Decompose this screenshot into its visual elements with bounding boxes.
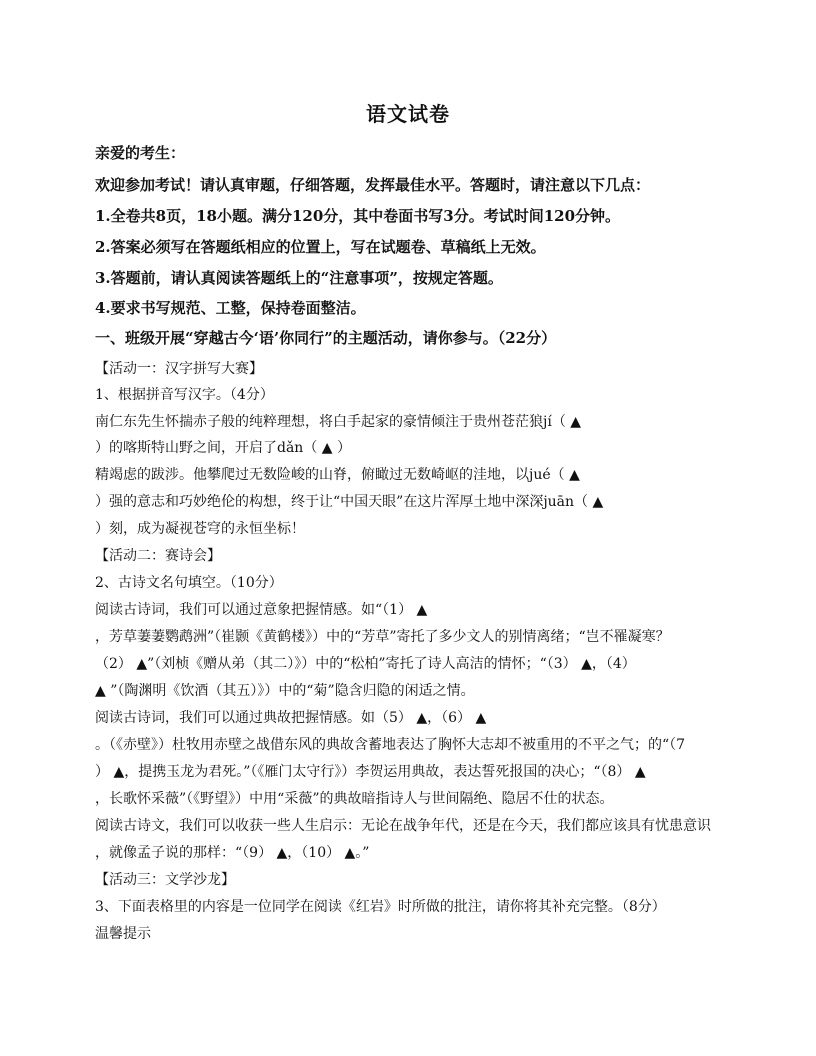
- question-2-text: ） ▲，提携玉龙为君死。”（《雁门太守行》）李贺运用典故，表达誓死报国的决心；“（8） ▲: [95, 764, 646, 780]
- tip-label: 温馨提示: [95, 926, 151, 942]
- activity-two-heading: 【活动二：赛诗会】: [95, 548, 221, 564]
- question-1-text: 精竭虑的跋涉。他攀爬过无数险峻的山脊，俯瞰过无数崎岖的洼地，以jué（ ▲: [95, 467, 580, 483]
- notice-item-2: 2.答案必须写在答题纸相应的位置上，写在试题卷、草稿纸上无效。: [95, 238, 546, 256]
- question-2-text: 阅读古诗词，我们可以通过意象把握情感。如“（1） ▲: [95, 602, 428, 618]
- question-1-text: ）刻，成为凝视苍穹的永恒坐标！: [95, 521, 305, 537]
- question-2-text: 阅读古诗词，我们可以通过典故把握情感。如（5） ▲，（6） ▲: [95, 710, 487, 726]
- activity-one-heading: 【活动一：汉字拼写大赛】: [95, 361, 263, 377]
- question-1-heading: 1、根据拼音写汉字。（4分）: [95, 387, 274, 403]
- notice-welcome: 欢迎参加考试！请认真审题，仔细答题，发挥最佳水平。答题时，请注意以下几点：: [95, 176, 651, 194]
- notice-item-4: 4.要求书写规范、工整，保持卷面整洁。: [95, 299, 366, 317]
- question-2-text: ，就像孟子说的那样：“（9） ▲，（10） ▲。”: [95, 845, 370, 861]
- question-2-text: 阅读古诗文，我们可以收获一些人生启示：无论在战争年代，还是在今天，我们都应该具有忧患意识: [95, 818, 711, 834]
- page-title: 语文试卷: [366, 102, 450, 126]
- question-2-text: ，长歌怀采薇”（《野望》）中用“采薇”的典故暗指诗人与世间隔绝、隐居不仕的状态。: [95, 791, 614, 807]
- question-2-heading: 2、古诗文名句填空。（10分）: [95, 575, 283, 591]
- question-2-text: ，芳草萋萋鹦鹉洲”（崔颢《黄鹤楼》）中的“芳草”寄托了多少文人的别情离绪；“岂不罹凝寒？: [95, 629, 670, 645]
- notice-item-3: 3.答题前，请认真阅读答题纸上的“注意事项”，按规定答题。: [95, 269, 503, 287]
- activity-three-heading: 【活动三：文学沙龙】: [95, 872, 235, 888]
- question-3-heading: 3、下面表格里的内容是一位同学在阅读《红岩》时所做的批注，请你将其补充完整。（8分）: [95, 899, 666, 915]
- question-1-text: ）强的意志和巧妙绝伦的构想，终于让“中国天眼”在这片浑厚土地中深深juān（ ▲: [95, 494, 604, 510]
- notice-item-1: 1.全卷共8页，18小题。满分120分，其中卷面书写3分。考试时间120分钟。: [95, 207, 621, 225]
- question-1-text: 南仁东先生怀揣赤子般的纯粹理想，将白手起家的豪情倾注于贵州苍茫狼jí（ ▲: [95, 414, 582, 430]
- section-one-heading: 一、班级开展“穿越古今‘语’你同行”的主题活动，请你参与。（22分）: [95, 329, 557, 347]
- question-2-text: ▲ ”（陶渊明《饮酒（其五）》）中的“菊”隐含归隐的闲适之情。: [95, 683, 475, 699]
- notice-greeting: 亲爱的考生：: [95, 144, 186, 162]
- question-2-text: 。（《赤壁》）杜牧用赤壁之战借东风的典故含蓄地表达了胸怀大志却不被重用的不平之气；的“（7: [95, 737, 686, 753]
- question-1-text: ）的喀斯特山野之间，开启了dǎn（ ▲ ）: [95, 440, 351, 456]
- question-2-text: （2） ▲”（刘桢《赠从弟（其二）》）中的“松柏”寄托了诗人高洁的情怀；“（3） ▲，（4）: [95, 656, 636, 672]
